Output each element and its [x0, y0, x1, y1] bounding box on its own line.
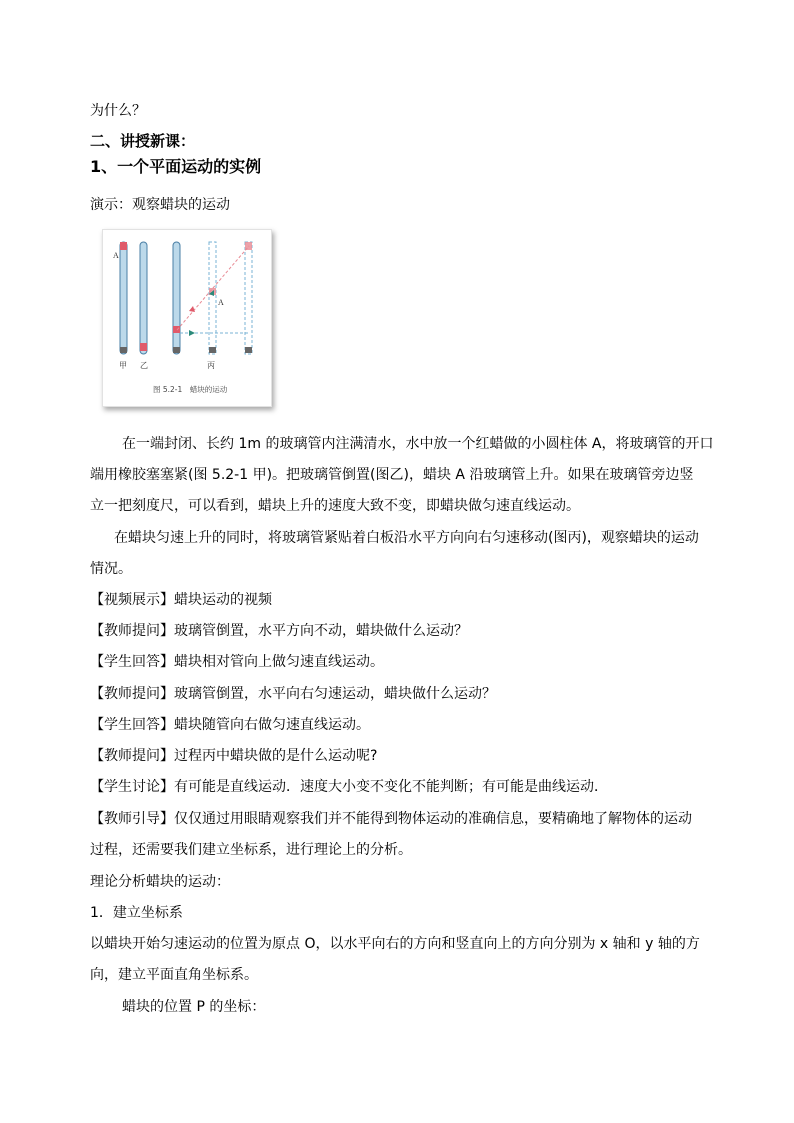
paragraph-1-line-1: 在一端封闭、长约 1m 的玻璃管内注满清水，水中放一个红蜡做的小圆柱体 A，将玻璃管的开口	[122, 436, 714, 452]
wax-motion-figure	[102, 229, 272, 407]
video-note: 【视频展示】蜡块运动的视频	[90, 592, 272, 608]
label-a-jia: A	[113, 251, 119, 260]
step-1-heading: 1．建立坐标系	[90, 905, 183, 921]
tube-bing-start	[173, 242, 180, 354]
paragraph-2-line-1: 在蜡块匀速上升的同时，将玻璃管紧贴着白板沿水平方向向右匀速移动(图丙)，观察蜡块的运动	[114, 530, 699, 546]
label-bing: 丙	[207, 361, 215, 370]
label-yi: 乙	[140, 361, 148, 370]
section-heading: 二、讲授新课：	[90, 132, 196, 150]
theory-heading: 理论分析蜡块的运动：	[90, 874, 230, 890]
paragraph-1-line-2: 端用橡胶塞塞紧(图 5.2-1 甲)。把玻璃管倒置(图乙)，蜡块 A 沿玻璃管上升。如果在玻璃管旁边竖	[90, 467, 694, 483]
coordinate-line-1: 以蜡块开始匀速运动的位置为原点 O，以水平向右的方向和竖直向上的方向分别为 x 轴和 y 轴的方	[90, 936, 700, 952]
subsection-heading: 1、一个平面运动的实例	[90, 157, 262, 176]
tube-bing-dashed-end	[245, 242, 252, 354]
paragraph-2-line-2: 情况。	[90, 561, 132, 577]
figure-caption: 图 5.2-1 蜡块的运动	[153, 385, 228, 394]
student-discussion: 【学生讨论】有可能是直线运动．速度大小变不变化不能判断；有可能是曲线运动．	[90, 779, 608, 795]
trajectory-line	[177, 246, 249, 330]
position-label: 蜡块的位置 P 的坐标：	[122, 999, 266, 1015]
figure-illustration	[103, 230, 271, 406]
tube-yi	[140, 242, 147, 354]
label-jia: 甲	[119, 361, 127, 370]
tube-bing-dashed-mid	[209, 242, 216, 354]
teacher-question-3: 【教师提问】过程丙中蜡块做的是什么运动呢?	[90, 748, 378, 764]
paragraph-1-line-3: 立一把刻度尺，可以看到，蜡块上升的速度大致不变，即蜡块做匀速直线运动。	[90, 498, 580, 514]
student-answer-2: 【学生回答】蜡块随管向右做匀速直线运动。	[90, 717, 370, 733]
teacher-guide-line-2: 过程，还需要我们建立坐标系，进行理论上的分析。	[90, 842, 412, 858]
text-why: 为什么？	[90, 103, 146, 119]
demo-label: 演示：观察蜡块的运动	[90, 197, 230, 213]
teacher-question-1: 【教师提问】玻璃管倒置，水平方向不动，蜡块做什么运动？	[90, 623, 468, 639]
label-a-bing: A	[218, 298, 224, 307]
teacher-question-2: 【教师提问】玻璃管倒置，水平向右匀速运动，蜡块做什么运动？	[90, 686, 496, 702]
arrow-right-icon	[189, 330, 195, 336]
coordinate-line-2: 向，建立平面直角坐标系。	[90, 967, 258, 983]
teacher-guide-line-1: 【教师引导】仅仅通过用眼睛观察我们并不能得到物体运动的准确信息，要精确地了解物体的运动	[90, 811, 692, 827]
tube-jia	[120, 242, 127, 354]
arrow-up-right-icon	[189, 306, 195, 312]
student-answer-1: 【学生回答】蜡块相对管向上做匀速直线运动。	[90, 654, 384, 670]
